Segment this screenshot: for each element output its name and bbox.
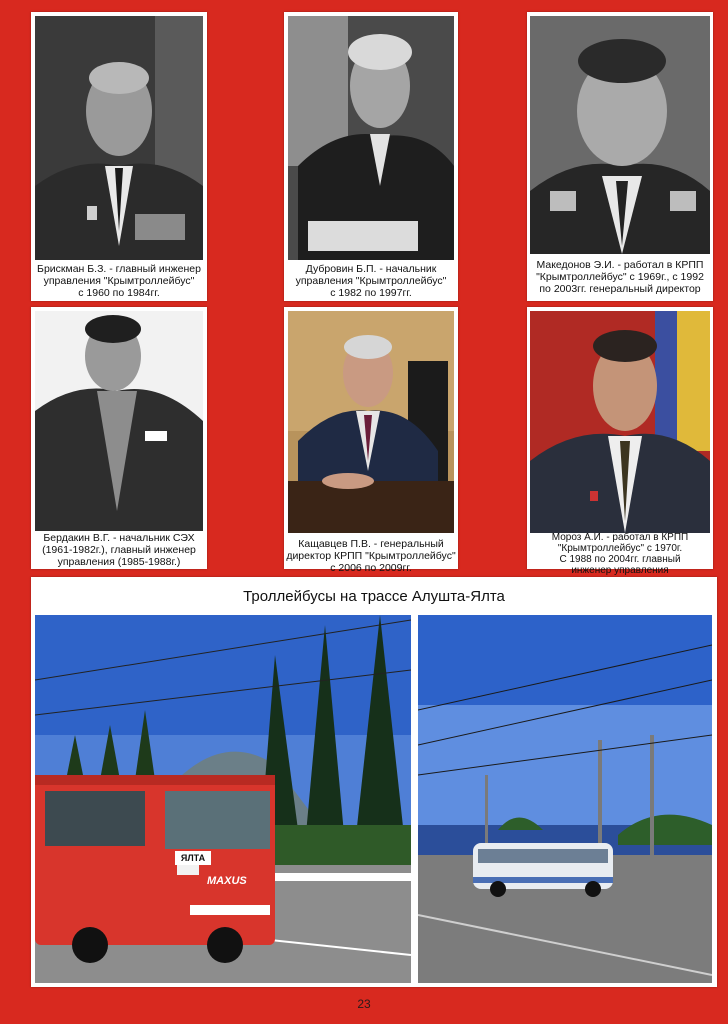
caption-line: инженер управления [571, 565, 669, 576]
portrait-card-dubrovin [284, 12, 458, 301]
route-sign: ЯЛТА [175, 851, 211, 865]
section-title: Троллейбусы на трассе Алушта-Ялта [243, 588, 505, 605]
caption-line: Македонов Э.И. - работал в КРПП [536, 259, 704, 271]
portrait-photo [35, 311, 203, 531]
caption-line: Мороз А.И. - работал в КРПП [551, 532, 689, 543]
portrait-photo [530, 311, 710, 533]
caption-line: Брискман Б.З. - главный инженер [37, 263, 201, 275]
caption-line: с 1960 по 1984гг. [78, 287, 160, 299]
trolleybus-photo-white [418, 615, 712, 983]
portrait-card-moroz [527, 307, 713, 576]
caption-line: "Крымтроллейбус" с 1970г. [557, 543, 683, 554]
caption-line: с 1982 по 1997гг. [330, 287, 412, 299]
portrait-card-briskman [31, 12, 207, 301]
portrait-card-berdakin [31, 307, 207, 569]
caption-line: управления "Крымтроллейбус" [295, 275, 447, 287]
caption-line: Дубровин Б.П. - начальник [305, 263, 437, 275]
caption-line: Бердакин В.Г. - начальник СЭХ [43, 532, 195, 544]
caption-line: С 1988 по 2004гг. главный [559, 554, 681, 565]
caption-line: директор КРПП "Крымтроллейбус" [286, 550, 456, 562]
bus-brand-label: MAXUS [207, 875, 247, 887]
portrait-photo [288, 16, 454, 260]
caption-line: с 2006 по 2009гг. [330, 562, 412, 574]
caption-line: Кащавцев П.В. - генеральный [298, 538, 444, 550]
caption-line: "Крымтроллейбус" с 1969г., с 1992 [536, 271, 704, 283]
portrait-card-makedonov [527, 12, 713, 301]
portrait-card-kashchavtsev [284, 307, 458, 574]
portrait-photo [288, 311, 454, 533]
caption-line: (1961-1982г.), главный инженер [42, 544, 196, 556]
trolleybus-section [31, 577, 717, 987]
page-number: 23 [357, 997, 371, 1011]
caption-line: по 2003гг. генеральный директор [539, 283, 701, 295]
portrait-photo [530, 16, 710, 254]
caption-line: управления (1985-1988г.) [57, 556, 181, 568]
portrait-photo [35, 16, 203, 260]
caption-line: управления "Крымтроллейбус" [43, 275, 195, 287]
trolleybus-photo-red [35, 615, 411, 983]
